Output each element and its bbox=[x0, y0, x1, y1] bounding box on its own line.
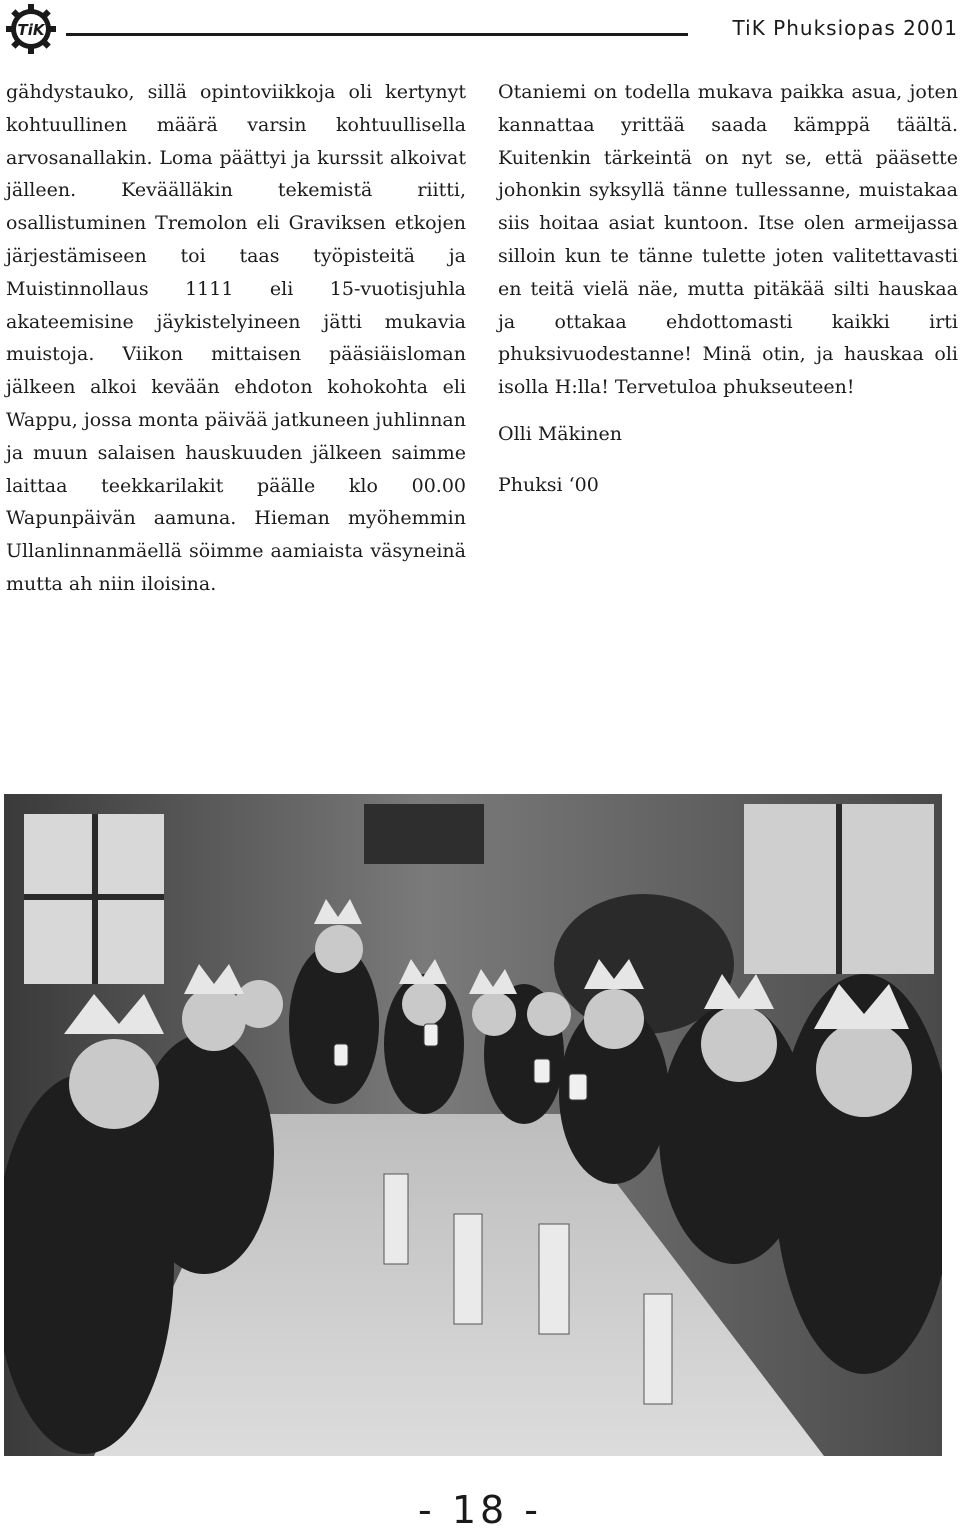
header-rule bbox=[66, 33, 688, 36]
left-paragraph: gähdystauko, sillä opintoviikkoja oli kertynyt kohtuullinen määrä varsin kohtuullisella arvosanallakin. Loma päättyi ja kurssit alkoivat jälleen. Keväälläkin tekemistä riitti, osallistuminen Tremolon eli Graviksen etkojen järjestämiseen toi taas työpisteitä ja Muistinnollaus 1111 eli 15-vuotisjuhla akateemisine jäykistelyineen jätti mukavia muistoja. Viikon mittaisen pääsiäisloman jälkeen alkoi kevään ehdoton kohokohta eli Wappu, jossa monta päivää jatkuneen juhlinnan ja muun salaisen hauskuuden jälkeen saimme laittaa teekkarilakit päälle klo 00.00 Wapunpäivän aamuna. Hieman myöhemmin Ullanlinnanmäellä söimme aamiaista väsyneinä mutta ah niin iloisina. bbox=[6, 81, 466, 595]
author-title: Phuksi ‘00 bbox=[498, 473, 599, 496]
tik-gear-logo-icon bbox=[6, 4, 56, 54]
group-dinner-photo bbox=[4, 794, 942, 1456]
left-column bbox=[6, 76, 466, 601]
author-name: Olli Mäkinen bbox=[498, 422, 622, 445]
right-paragraph: Otaniemi on todella mukava paikka asua, joten kannattaa yrittää saada kämppä täältä. Kuitenkin tärkeintä on nyt se, että pääsette johonkin syksyllä tänne tullessanne, muistakaa siis hoitaa asiat kuntoon. Itse olen armeijassa silloin kun te tänne tulette joten valitettavasti en teitä vielä näe, mutta pitäkää silti hauskaa ja ottakaa ehdottomasti kaikki irti phuksivuodestanne! Minä otin, ja hauskaa oli isolla H:lla! Tervetuloa phukseuteen! bbox=[498, 81, 958, 399]
right-column bbox=[498, 76, 958, 502]
logo-text: TiK bbox=[17, 21, 45, 39]
running-title: TiK Phuksiopas 2001 bbox=[732, 16, 958, 40]
page-number: - 18 - bbox=[418, 1488, 542, 1532]
